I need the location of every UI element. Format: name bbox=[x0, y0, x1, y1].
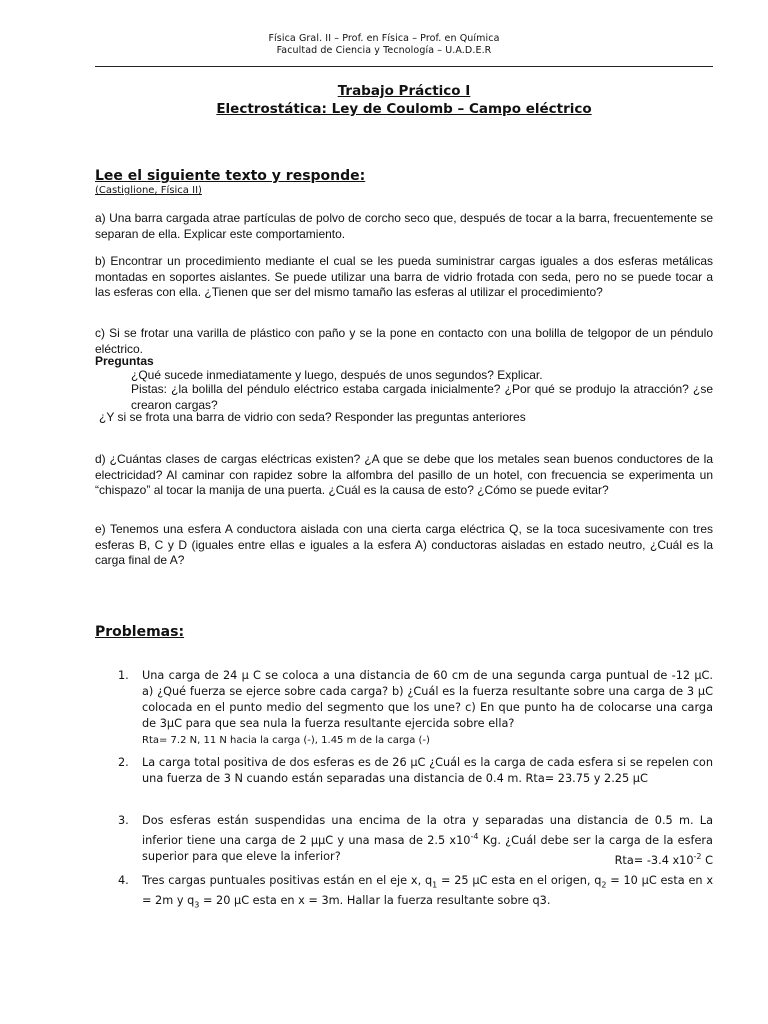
header-divider bbox=[95, 66, 713, 67]
section-heading-text: Lee el siguiente texto y responde: bbox=[95, 168, 366, 184]
question-d: d) ¿Cuántas clases de cargas eléctricas existen? ¿A que se debe que los metales sean buenos conductores de la electricidad? Al caminar con rapidez sobre la alfombra del pasillo de un hotel, con frecuencia se experimenta un “chispazo” al tocar la manija de una puerta. ¿Cuál es la causa de esto? ¿Cómo se puede evitar? bbox=[95, 452, 713, 498]
problem-1-answer: Rta= 7.2 N, 11 N hacia la carga (-), 1.45 m de la carga (-) bbox=[142, 735, 430, 746]
problem-2-number: 2. bbox=[118, 756, 129, 769]
question-c-3: ¿Y si se frota una barra de vidrio con seda? Responder las preguntas anteriores bbox=[99, 410, 526, 424]
problem-3-number: 3. bbox=[118, 814, 129, 827]
question-b: b) Encontrar un procedimiento mediante el cual se les pueda suministrar cargas iguales a dos esferas metálicas montadas en soportes aislantes. Se puede utilizar una barra de vidrio frotada con seda, pero no se puede tocar a las esferas con ella. ¿Tienen que ser del mismo tamaño las esferas al utilizar el procedimiento? bbox=[95, 254, 713, 300]
problem-1-text: Una carga de 24 μ C se coloca a una distancia de 60 cm de una segunda carga puntual de -12 μC. a) ¿Qué fuerza se ejerce sobre cada carga? b) ¿Cuál es la fuerza resultante sobre una carga de 3 μC colocada en el punto medio del segmento que los une? c) En que punto ha de colocarse una carga de 3μC para que sea nula la fuerza resultante ejercida sobre ella? bbox=[142, 669, 713, 730]
question-e: e) Tenemos una esfera A conductora aislada con una cierta carga eléctrica Q, se la toca sucesivamente con tres esferas B, C y D (iguales entre ellas e iguales a la esfera A) conductoras aisladas en estado neutro, ¿Cuál es la carga final de A? bbox=[95, 522, 713, 568]
problem-1-number: 1. bbox=[118, 669, 129, 682]
problem-3-text-b: Kg. ¿Cuál debe ser la carga de la esfera superior para que eleve la inferior? bbox=[142, 833, 713, 863]
question-c-1: ¿Qué sucede inmediatamente y luego, después de unos segundos? Explicar. bbox=[131, 368, 543, 382]
title-line-1: Trabajo Práctico I bbox=[337, 83, 471, 99]
header-line-2: Facultad de Ciencia y Tecnología – U.A.D.E.R bbox=[276, 45, 492, 56]
question-a: a) Una barra cargada atrae partículas de polvo de corcho seco que, después de tocar a la barra, frecuentemente se separan de ella. Explicar este comportamiento. bbox=[95, 211, 713, 241]
problem-4: Tres cargas puntuales positivas están en el eje x, $q_1 = 25$ μC esta en el origen, $q_2 = 10$ μC esta en x = 2m y $q_3 = 20$ μC esta en x = 3m. Hallar la fuerza resultante sobre q3. bbox=[142, 874, 714, 910]
problem-4-number: 4. bbox=[118, 874, 129, 887]
problem-2-text: La carga total positiva de dos esferas es de 26 μC ¿Cuál es la carga de cada esfera si se repelen con una fuerza de 3 N cuando están separadas una distancia de 0.4 m. bbox=[142, 756, 713, 785]
problem-2-answer: Rta= 23.75 y 2.25 μC bbox=[525, 772, 648, 785]
preguntas-label: Preguntas bbox=[95, 354, 154, 368]
problem-3-answer: Rta= -3.4 $x10^{-2}$ C bbox=[614, 851, 713, 867]
problem-1 bbox=[142, 668, 713, 749]
source-citation: (Castiglione, Física II) bbox=[95, 185, 202, 196]
problem-3 bbox=[142, 813, 713, 869]
title-line-2: Electrostática: Ley de Coulomb – Campo eléctrico bbox=[216, 101, 592, 117]
question-c: c) Si se frotar una varilla de plástico con paño y se la pone en contacto con una bolilla de telgopor de un péndulo eléctrico. bbox=[95, 326, 713, 356]
problem-2 bbox=[142, 755, 713, 787]
question-c-2: Pistas: ¿la bolilla del péndulo eléctrico estaba cargada inicialmente? ¿Por qué se produjo la atracción? ¿se crearon cargas? bbox=[131, 382, 713, 412]
header-line-1: Física Gral. II – Prof. en Física – Prof. en Química bbox=[268, 33, 500, 44]
problems-heading: Problemas: bbox=[95, 624, 185, 640]
problem-3-text-a: Dos esferas están suspendidas una encima de la otra y separadas una distancia de 0.5 m. La inferior tiene una carga de 2 μμC y una masa de 2.5 x10 bbox=[142, 814, 713, 847]
problem-3-exponent: -4 bbox=[470, 832, 479, 841]
